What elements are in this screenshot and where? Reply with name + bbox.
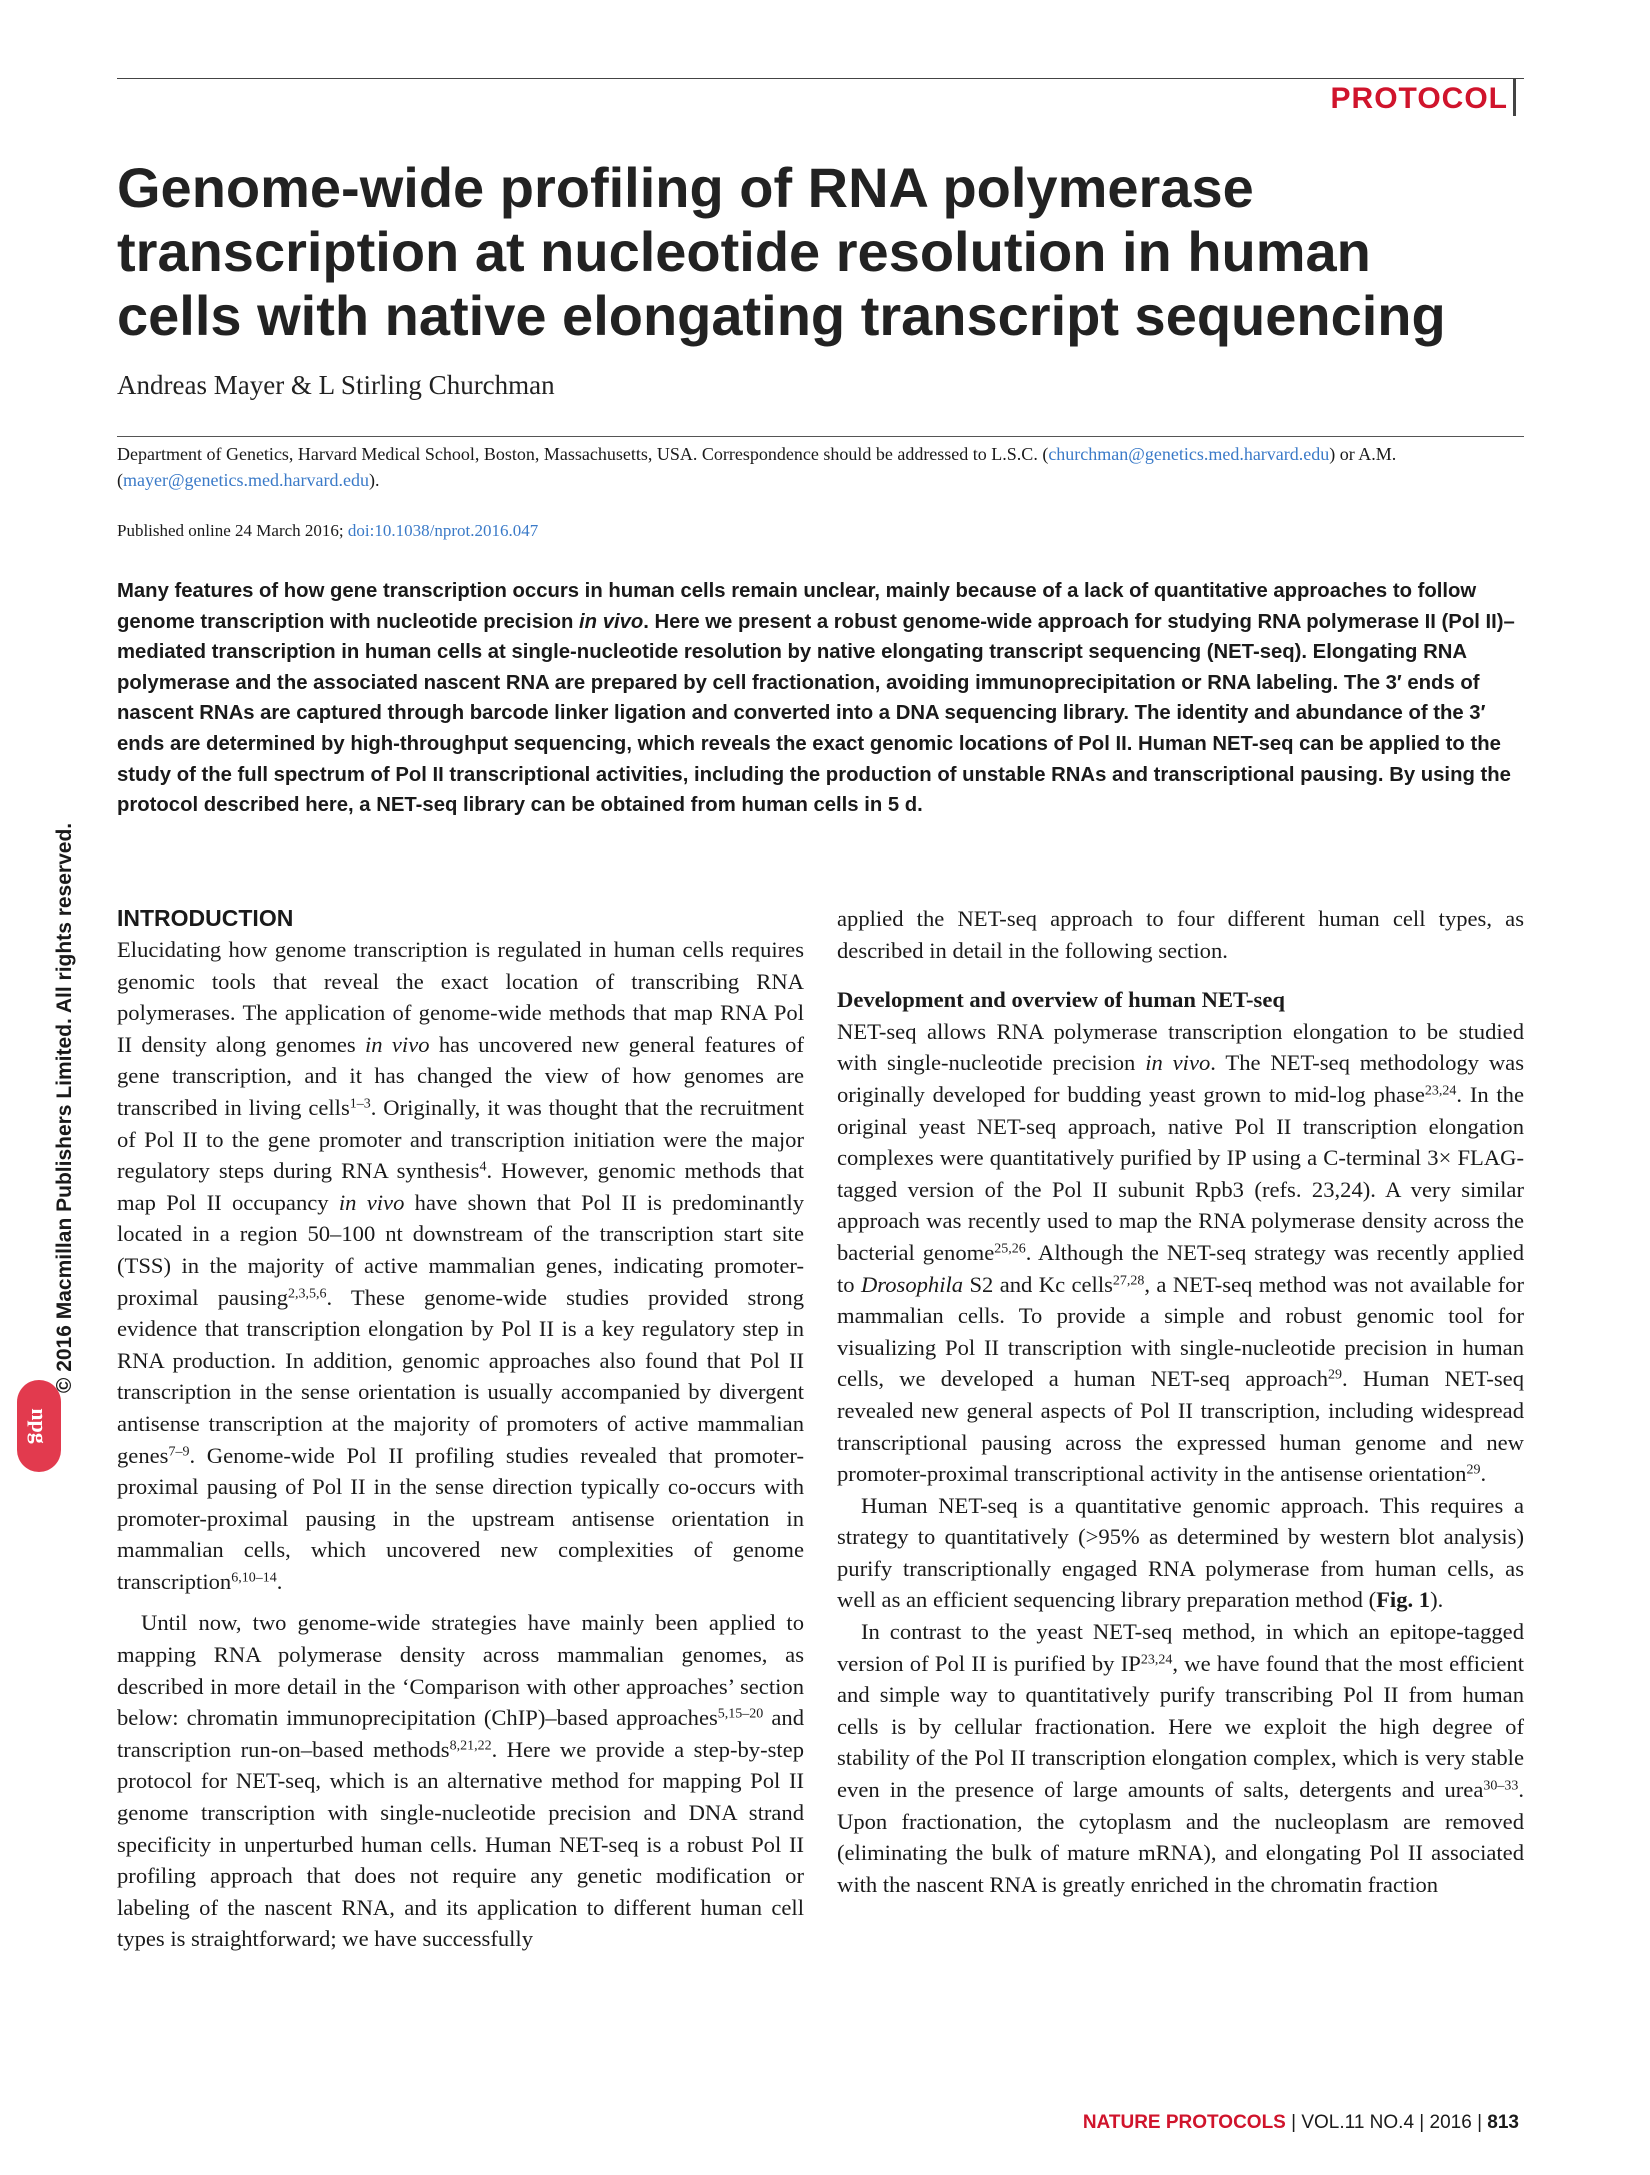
article-title	[117, 156, 1517, 348]
authors: Andreas Mayer & L Stirling Churchman	[117, 370, 555, 400]
left-column	[117, 903, 804, 1955]
affiliation-rule	[117, 436, 1524, 437]
published-line	[117, 521, 538, 541]
subsection-heading: Development and overview of human NET-seq	[837, 987, 1285, 1013]
page-number: 813	[1487, 2112, 1519, 2133]
footer-separator: |	[1285, 2112, 1302, 2133]
doi-link[interactable]: doi:10.1038/nprot.2016.047	[347, 521, 539, 540]
affiliation-text: Department of Genetics, Harvard Medical School, Boston, Massachusetts, USA. Correspondence should be addressed to L.S.C. (	[117, 444, 1049, 464]
title-line: cells with native elongating transcript sequencing	[117, 284, 1446, 347]
protocol-label: PROTOCOL	[1330, 82, 1508, 115]
npg-logo-text: npg	[27, 1408, 52, 1444]
paragraph: In contrast to the yeast NET-seq method, in which an epitope-tagged version of Pol II is purified by IP$^{23,24}$, we have found that the most efficient and simple way to quantitatively purify transcribing Pol II from human cells is by cellular fractionation. Here we exploit the high degree of stability of the Pol II transcription elongation complex, which is very stable even in the presence of large amounts of salts, detergents and urea$^{30-33}$. Upon fractionation, the cytoplasm and the nucleoplasm are removed (eliminating the bulk of mature mRNA), and elongating Pol II associated with the nascent RNA is greatly enriched in the chromatin fraction	[837, 1619, 1524, 1897]
footer-year: 2016	[1429, 2112, 1472, 2133]
footer-journal: NATURE PROTOCOLS	[1082, 2112, 1286, 2133]
section-heading: INTRODUCTION	[117, 905, 294, 931]
affiliation-text: ) or A.M. (	[117, 444, 1397, 490]
title-line: Genome-wide profiling of RNA polymerase	[117, 156, 1254, 219]
figure-ref[interactable]: Fig. 1	[1376, 1587, 1431, 1613]
abstract-text: Many features of how gene transcription occurs in human cells remain unclear, mainly because of a lack of quantitative approaches to follow genome transcription with nucleotide precision	[117, 580, 1477, 633]
abstract-text: . Here we present a robust genome-wide approach for studying RNA polymerase II (Pol II)–mediated transcription in human cells at single-nucleotide resolution by native elongating transcript sequencing (NET-seq). Elongating RNA polymerase and the associated nascent RNA are prepared by cell fractionation, avoiding immunoprecipitation or RNA labeling. The 3′ ends of nascent RNAs are captured through barcode linker ligation and converted into a DNA sequencing library. The identity and abundance of the 3′ ends are determined by high-throughput sequencing, which reveals the exact genomic locations of Pol II. Human NET-seq can be applied to the study of the full spectrum of Pol II transcriptional activities, including the production of unstable RNAs and transcriptional pausing. By using the protocol described here, a NET-seq library can be obtained from human cells in 5 d.	[117, 610, 1515, 817]
footer-volume: VOL.11 NO.4	[1301, 2112, 1415, 2133]
paragraph: Until now, two genome-wide strategies have mainly been applied to mapping RNA polymerase density across mammalian genomes, as described in more detail in the ‘Comparison with other approaches’ section below: chromatin immunoprecipitation (ChIP)–based approaches$^{5,15-20}$ and transcription run-on–based methods$^{8,21,22}$. Here we provide a step-by-step protocol for NET-seq, which is an alternative method for mapping Pol II genome transcription with single-nucleotide precision and DNA strand specificity in unperturbed human cells. Human NET-seq is a robust Pol II profiling approach that does not require any genetic modification or labeling of the nascent RNA, and its application to different human cell types is straightforward; we have successfully	[117, 1610, 805, 1952]
footer-separator: |	[1471, 2112, 1488, 2133]
right-column	[837, 903, 1524, 1900]
abstract-italic: in vivo	[579, 610, 644, 633]
paragraph: Elucidating how genome transcription is regulated in human cells requires genomic tools that reveal the exact location of transcribing RNA polymerases. The application of genome-wide methods that map RNA Pol II density along genomes in vivo has uncovered new general features of gene transcription, and it has changed the view of how genomes are transcribed in living cells$^{1-3}$. Originally, it was thought that the recruitment of Pol II to the gene promoter and transcription initiation were the major regulatory steps during RNA synthesis$^4$. However, genomic methods that map Pol II occupancy in vivo have shown that Pol II is predominantly located in a region 50–100 nt downstream of the transcription start site (TSS) in the majority of active mammalian genes, indicating promoter-proximal pausing$^{2,3,5,6}$. These genome-wide studies provided strong evidence that transcription elongation by Pol II is a key regulatory step in RNA production. In addition, genomic approaches also found that Pol II transcription in the sense orientation is usually accompanied by divergent antisense transcription at the majority of promoters of active mammalian genes$^{7-9}$. Genome-wide Pol II profiling studies revealed that promoter-proximal pausing of Pol II in the sense direction typically co-occurs with promoter-proximal pausing in the upstream antisense orientation in mammalian cells, which uncovered new complexities of genome transcription$^{6,10-14}$.	[117, 937, 805, 1594]
affiliation-text: ).	[368, 470, 380, 490]
footer-separator: |	[1414, 2112, 1430, 2133]
npg-logo	[17, 1380, 61, 1472]
email-link[interactable]: mayer@genetics.med.harvard.edu	[123, 470, 369, 490]
paragraph: NET-seq allows RNA polymerase transcription elongation to be studied with single-nucleotide precision in vivo. The NET-seq methodology was originally developed for budding yeast grown to mid-log phase$^{23,24}$. In the original yeast NET-seq approach, native Pol II transcription elongation complexes were quantitatively purified by IP using a C-terminal 3× FLAG-tagged version of the Pol II subunit Rpb3 (refs. 23,24). A very similar approach was recently used to map the RNA polymerase density across the bacterial genome$^{25,26}$. Although the NET-seq strategy was recently applied to Drosophila S2 and Kc cells$^{27,28}$, a NET-seq method was not available for mammalian cells. To provide a simple and robust genomic tool for visualizing Pol II transcription with single-nucleotide precision in human cells, we developed a human NET-seq approach$^{29}$. Human NET-seq revealed new general aspects of Pol II transcription, including widespread transcriptional pausing across the expressed human genome and new promoter-proximal transcriptional activity in the antisense orientation$^{29}$.	[837, 1018, 1525, 1487]
email-link[interactable]: churchman@genetics.med.harvard.edu	[1048, 444, 1330, 464]
title-line: transcription at nucleotide resolution in human	[117, 220, 1371, 283]
top-rule	[117, 78, 1524, 79]
affiliation	[117, 441, 1527, 493]
footer	[1083, 2112, 1519, 2134]
header-divider	[1513, 78, 1516, 116]
paragraph: Human NET-seq is a quantitative genomic approach. This requires a strategy to quantitatively (>95% as determined by western blot analysis) purify transcriptionally engaged RNA polymerase from human cells, as well as an efficient sequencing library preparation method (Fig. 1).	[837, 1492, 1524, 1613]
paragraph: applied the NET-seq approach to four different human cell types, as described in detail in the following section.	[837, 906, 1524, 963]
published-date: Published online 24 March 2016;	[117, 521, 348, 540]
abstract	[117, 576, 1525, 821]
copyright-notice: © 2016 Macmillan Publishers Limited. All rights reserved.	[53, 822, 76, 1394]
